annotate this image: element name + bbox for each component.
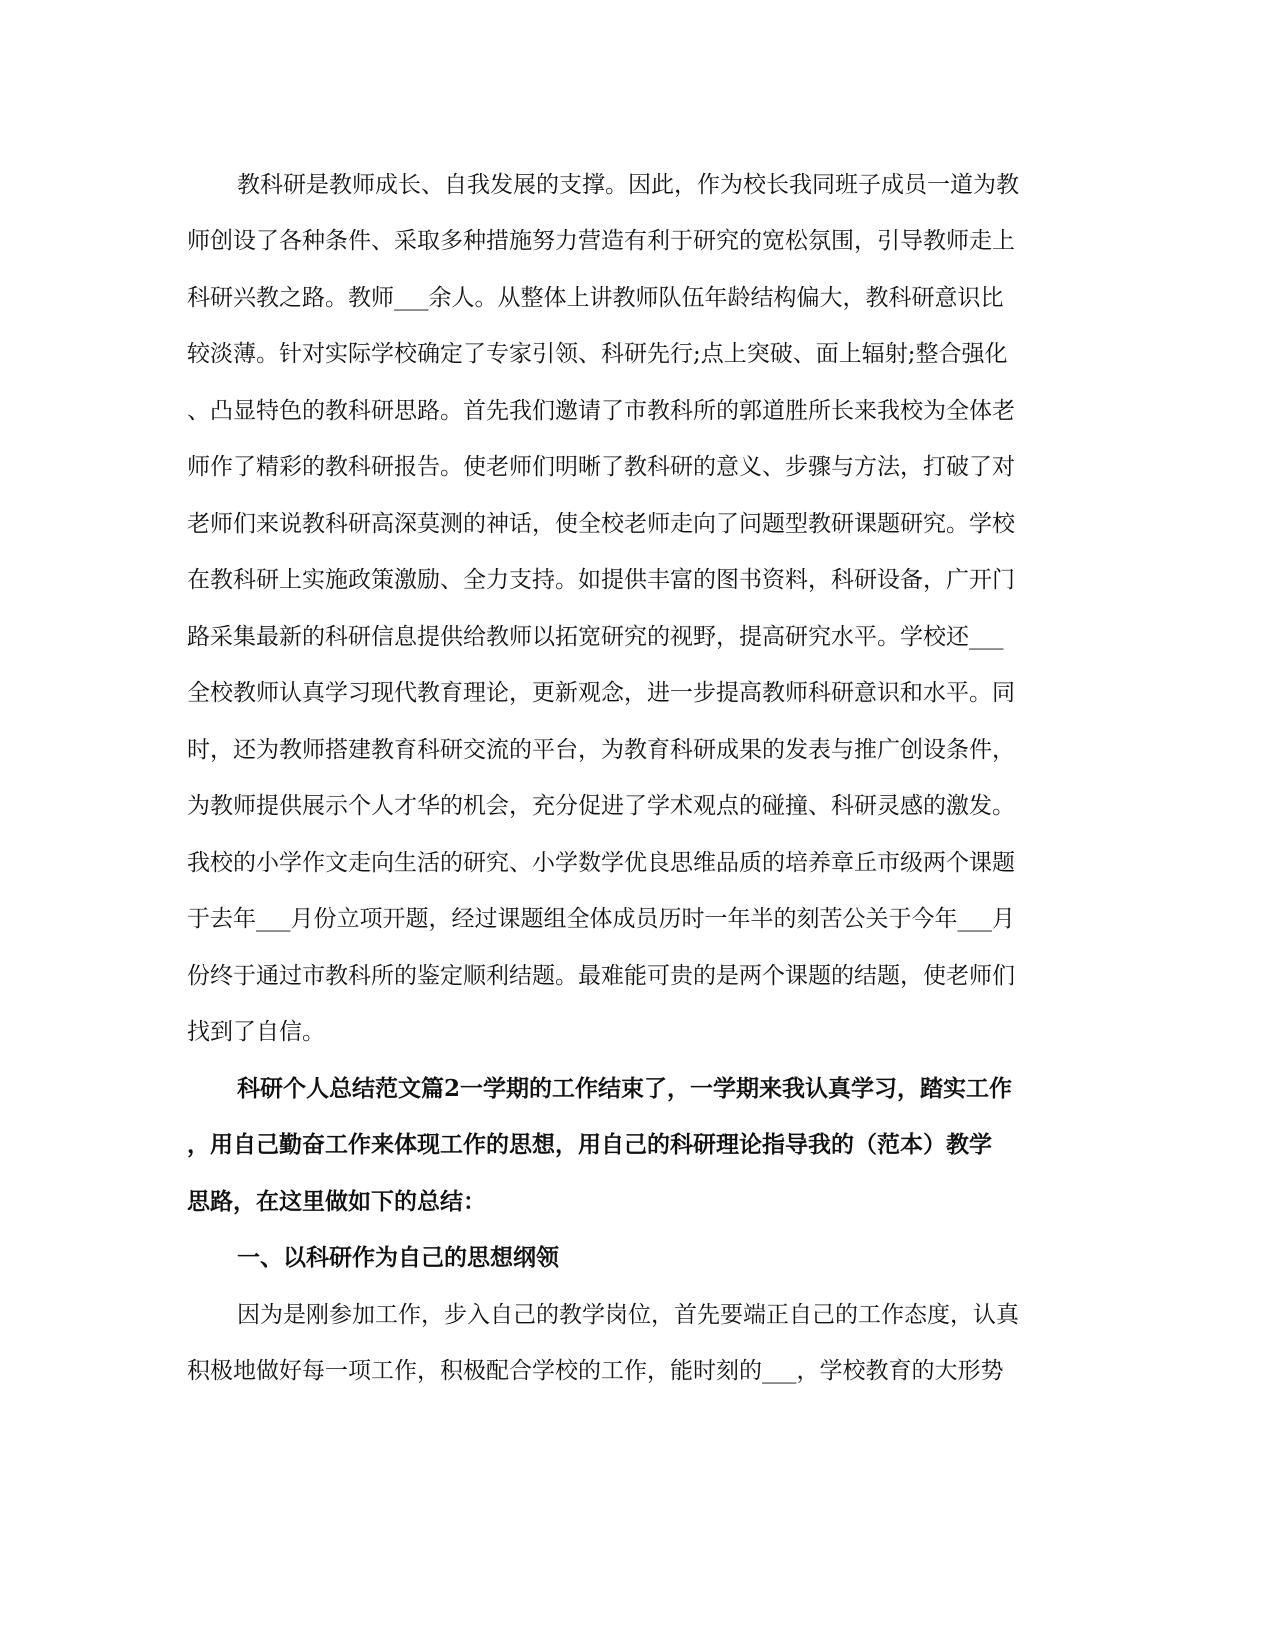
paragraph-3-line-1: 因为是刚参加工作，步入自己的教学岗位，首先要端正自己的工作态度，认真 — [237, 1302, 1019, 1328]
paragraph-1-line-11: 时，还为教师搭建教育科研交流的平台，为教育科研成果的发表与推广创设条件， — [187, 737, 1015, 763]
paragraph-1-line-16: 找到了自信。 — [187, 1019, 325, 1045]
section-heading: 一、以科研作为自己的思想纲领 — [237, 1244, 559, 1271]
paragraph-1-line-3: 科研兴教之路。教师___余人。从整体上讲教师队伍年龄结构偏大，教科研意识比 — [187, 285, 1004, 311]
paragraph-1-line-4: 较淡薄。针对实际学校确定了专家引领、科研先行;点上突破、面上辐射;整合强化 — [187, 341, 1008, 367]
paragraph-1-line-13: 我校的小学作文走向生活的研究、小学数学优良思维品质的培养章丘市级两个课题 — [187, 850, 1015, 876]
paragraph-3-line-2: 积极地做好每一项工作，积极配合学校的工作，能时刻的___，学校教育的大形势 — [187, 1358, 1004, 1384]
paragraph-1-line-9: 路采集最新的科研信息提供给教师以拓宽研究的视野，提高研究水平。学校还___ — [187, 624, 1004, 650]
paragraph-1-line-2: 师创设了各种条件、采取多种措施努力营造有利于研究的宽松氛围，引导教师走上 — [187, 228, 1015, 254]
paragraph-1-line-7: 老师们来说教科研高深莫测的神话，使全校老师走向了问题型教研课题研究。学校 — [187, 511, 1015, 537]
paragraph-1-line-6: 师作了精彩的教科研报告。使老师们明晰了教科研的意义、步骤与方法，打破了对 — [187, 454, 1015, 480]
paragraph-2-line-2: ，用自己勤奋工作来体现工作的思想，用自己的科研理论指导我的（范本）教学 — [187, 1131, 992, 1158]
paragraph-1-line-1: 教科研是教师成长、自我发展的支撑。因此，作为校长我同班子成员一道为教 — [237, 172, 1019, 198]
paragraph-2-line-3: 思路，在这里做如下的总结： — [187, 1188, 486, 1215]
paragraph-1-line-12: 为教师提供展示个人才华的机会，充分促进了学术观点的碰撞、科研灵感的激发。 — [187, 793, 1015, 819]
paragraph-1-line-5: 、凸显特色的教科研思路。首先我们邀请了市教科所的郭道胜所长来我校为全体老 — [187, 398, 1015, 424]
paragraph-1-line-8: 在教科研上实施政策激励、全力支持。如提供丰富的图书资料，科研设备，广开门 — [187, 567, 1015, 593]
paragraph-1-line-10: 全校教师认真学习现代教育理论，更新观念，进一步提高教师科研意识和水平。同 — [187, 680, 1015, 706]
paragraph-1-line-15: 份终于通过市教科所的鉴定顺利结题。最难能可贵的是两个课题的结题，使老师们 — [187, 963, 1015, 989]
paragraph-1-line-14: 于去年___月份立项开题，经过课题组全体成员历时一年半的刻苦公关于今年___月 — [187, 906, 1015, 932]
paragraph-2-line-1: 科研个人总结范文篇2一学期的工作结束了，一学期来我认真学习，踏实工作 — [237, 1075, 1013, 1102]
